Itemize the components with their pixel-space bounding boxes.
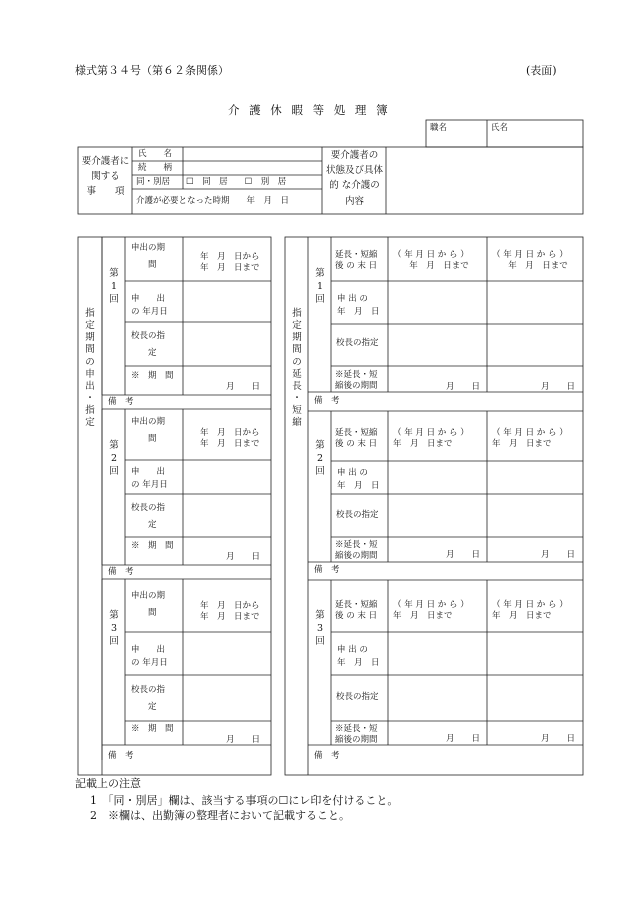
round-1-label: 第 1 回	[109, 268, 119, 305]
ext-end-label-1: 延長・短縮 後 の 末 日	[335, 250, 378, 272]
request-date-label-3: 申 出 の 年月日	[131, 645, 168, 668]
principal-label-3: 校長の指 定	[131, 685, 166, 712]
ext-end-label-3: 延長・短縮 後 の 末 日	[335, 600, 378, 622]
ext-period-b-2[interactable]: 月 日	[541, 550, 576, 560]
form-number: 様式第３４号（第６２条関係）	[75, 64, 229, 77]
row-cohab-label: 同・別居	[136, 177, 171, 187]
ext-end-label-2: 延長・短縮 後 の 末 日	[335, 428, 378, 450]
ext-period-label-1: ※延長・短 縮後の期間	[335, 370, 378, 392]
remarks-3: 備 考	[108, 751, 134, 761]
remarks-2: 備 考	[108, 567, 134, 577]
period-value-2[interactable]: 月 日	[226, 552, 261, 562]
right-remarks-3: 備 考	[314, 751, 340, 761]
row-relation-label: 続 柄	[138, 163, 173, 173]
ext-period-a-2[interactable]: 月 日	[446, 550, 481, 560]
ext-period-label-3: ※延長・短 縮後の期間	[335, 724, 378, 746]
cohab-options[interactable]: ☐ 同 居 ☐ 別 居	[186, 177, 287, 187]
ext-period-b-3[interactable]: 月 日	[541, 734, 576, 744]
ext-principal-label-3: 校長の指定	[336, 692, 379, 702]
request-date-label-2: 申 出 の 年月日	[131, 467, 168, 490]
post-label: 職名	[430, 123, 448, 133]
ext-period-a-3[interactable]: 月 日	[446, 734, 481, 744]
round-2-label: 第 2 回	[109, 440, 119, 477]
ext-principal-label-2: 校長の指定	[336, 510, 379, 520]
name-label: 氏名	[491, 123, 509, 133]
principal-label-2: 校長の指 定	[131, 503, 166, 530]
row-name-label: 氏 名	[138, 149, 173, 159]
ext-request-date-label-2: 申 出 の 年 月 日	[337, 468, 380, 491]
ext-col-b-2[interactable]: （ 年 月 日 か ら ） 年 月 日まで	[492, 428, 568, 450]
care-needed-date: 介護が必要となった時期 年 月 日	[136, 196, 290, 206]
ext-col-b-3[interactable]: （ 年 月 日 か ら ） 年 月 日まで	[492, 600, 568, 622]
care-state-label: 要介護者の 状態及び具体 的 な介護の 内容	[325, 150, 383, 207]
right-round-2-label: 第 2 回	[315, 440, 325, 477]
period-label-1: ※ 期 間	[131, 371, 174, 381]
request-period-value-3[interactable]: 年 月 日から 年 月 日まで	[200, 601, 260, 623]
right-vertical-title: 指 定 期 間 の 延 長 ・ 短 縮	[292, 308, 302, 429]
period-label-2: ※ 期 間	[131, 541, 174, 551]
right-remarks-1: 備 考	[314, 396, 340, 406]
right-round-1-label: 第 1 回	[315, 268, 325, 305]
request-date-label-1: 申 出 の 年月日	[131, 294, 168, 317]
ext-period-b-1[interactable]: 月 日	[541, 382, 576, 392]
note-item-1: 1 「同・別居」欄は、該当する事項の☐にレ印を付けること。	[90, 794, 399, 807]
cared-person-group-label: 要介護者に 関する 事 項	[81, 156, 130, 198]
notes-heading: 記載上の注意	[75, 777, 141, 790]
side-label: (表面)	[526, 64, 557, 77]
period-label-3: ※ 期 間	[131, 724, 174, 734]
remarks-1: 備 考	[108, 397, 134, 407]
request-period-value-2[interactable]: 年 月 日から 年 月 日まで	[200, 428, 260, 450]
request-period-label-3: 申出の期 間	[131, 591, 166, 618]
ext-request-date-label-1: 申 出 の 年 月 日	[337, 294, 380, 317]
ext-request-date-label-3: 申 出 の 年 月 日	[337, 645, 380, 668]
principal-label-1: 校長の指 定	[131, 331, 166, 358]
ext-period-label-2: ※延長・短 縮後の期間	[335, 540, 378, 562]
note-item-2: 2 ※欄は、出勤簿の整理者において記載すること。	[90, 809, 350, 822]
period-value-1[interactable]: 月 日	[226, 382, 261, 392]
ext-col-a-1[interactable]: （ 年 月 日 か ら ） 年 月 日まで	[393, 250, 469, 272]
right-round-3-label: 第 3 回	[315, 610, 325, 647]
ext-col-b-1[interactable]: （ 年 月 日 か ら ） 年 月 日まで	[492, 250, 568, 272]
ext-principal-label-1: 校長の指定	[336, 338, 379, 348]
right-remarks-2: 備 考	[314, 565, 340, 575]
request-period-label-2: 申出の期 間	[131, 417, 166, 444]
period-value-3[interactable]: 月 日	[226, 735, 261, 745]
left-vertical-title: 指 定 期 間 の 申 出 ・ 指 定	[85, 308, 95, 429]
ext-col-a-3[interactable]: （ 年 月 日 か ら ） 年 月 日まで	[393, 600, 469, 622]
ext-period-a-1[interactable]: 月 日	[446, 382, 481, 392]
ext-col-a-2[interactable]: （ 年 月 日 か ら ） 年 月 日まで	[393, 428, 469, 450]
request-period-label-1: 申出の期 間	[131, 243, 166, 270]
request-period-value-1[interactable]: 年 月 日から 年 月 日まで	[200, 252, 260, 274]
round-3-label: 第 3 回	[109, 610, 119, 647]
page-title: 介 護 休 暇 等 処 理 簿	[228, 103, 391, 117]
